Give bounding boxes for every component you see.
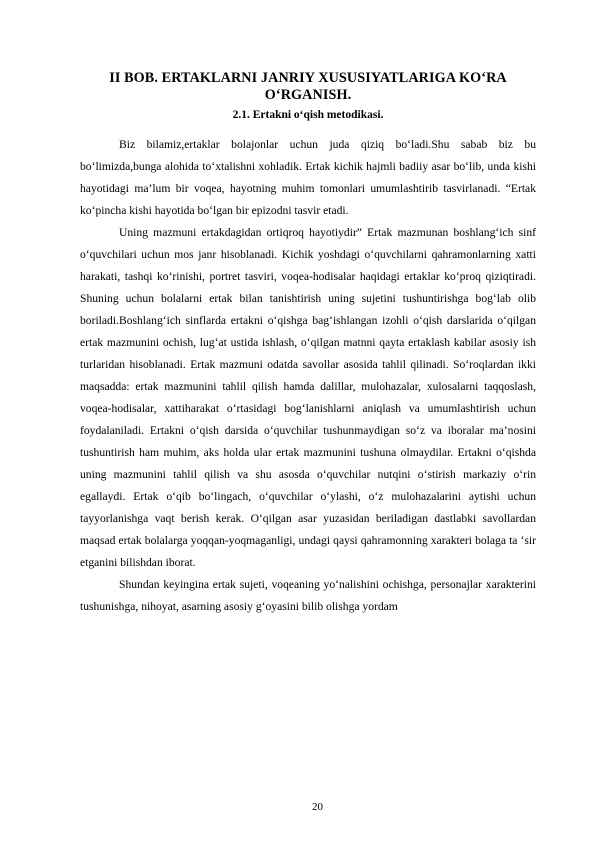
section-title: 2.1. Ertakni o‘qish metodikasi. — [232, 109, 384, 121]
body-text — [80, 134, 536, 618]
paragraph: Shundan keyingina ertak sujeti, voqeaning yo‘nalishini ochishga, personajlar xarakterini tushunishga, nihoyat, asarning asosiy g‘oyasini bilib olishga yordam — [80, 578, 536, 613]
page-number: 20 — [312, 801, 323, 813]
paragraph: Biz bilamiz,ertaklar bolajonlar uchun juda qiziq bo‘ladi.Shu sabab biz bu bo‘limizda,bunga alohida to‘xtalishni xohladik. Ertak kichik hajmli badiiy asar bo‘lib, unda kishi hayotidagi ma’lum bir voqea, hayotning muhim tomonlari umumlashtirib tasvirlanadi. “Ertak ko‘pincha kishi hayotida bo‘lgan bir epizodni tasvir etadi. — [80, 138, 536, 217]
chapter-title: II BOB. ERTAKLARNI JANRIY XUSUSIYATLARIGA KO‘RA O‘RGANISH. — [109, 70, 507, 103]
paragraph: Uning mazmuni ertakdagidan ortiqroq hayotiydir” Ertak mazmunan boshlang‘ich sinf o‘quvchilari uchun mos janr hisoblanadi. Kichik yoshdagi o‘quvchilarni qahramonlarning xatti harakati, tashqi ko‘rinishi, portret tasviri, voqea-hodisalar haqidagi ertaklar ko‘proq qiziqtiradi. Shuning uchun bolalarni ertak bilan tanishtirish uning sujetini tushuntirishga bog‘lab olib boriladi.Boshlang‘ich sinflarda ertakni o‘qishga bag‘ishlangan izohli o‘qish darslarida o‘qilgan ertak mazmunini ochish, lug‘at ustida ishlash, o‘qilgan matnni qayta ertaklash kabilar asosiy ish turlaridan hisoblanadi. Ertak mazmuni odatda savollar asosida tahlil qilinadi. So‘roqlardan ikki maqsadda: ertak mazmunini tahlil qilish hamda dalillar, mulohazalar, xulosalarni taqqoslash, voqea-hodisalar, xattiharakat o‘rtasidagi bog‘lanishlarni aniqlash va umumlashtirish uchun foydalaniladi. Ertakni o‘qish darsida o‘quvchilar tushunmaydigan so‘z va iboralar ma’nosini tushuntirish ham muhim, aks holda ular ertak mazmunini tushuna olmaydilar. Ertakni o‘qishda uning mazmunini tahlil qilish va shu asosda o‘quvchilar nutqini o‘stirish markaziy o‘rin egallaydi. Ertak o‘qib bo‘lingach, o‘quvchilar o‘ylashi, o‘z mulohazalarini aytishi uchun tayyorlanishga vaqt berish kerak. O‘qilgan asar yuzasidan beriladigan dastlabki savollardan maqsad ertak bolalarga yoqqan-yoqmaganligi, undagi qaysi qahramonning xarakteri bolaga ta ‘sir etganini bilishdan iborat. — [80, 226, 536, 569]
